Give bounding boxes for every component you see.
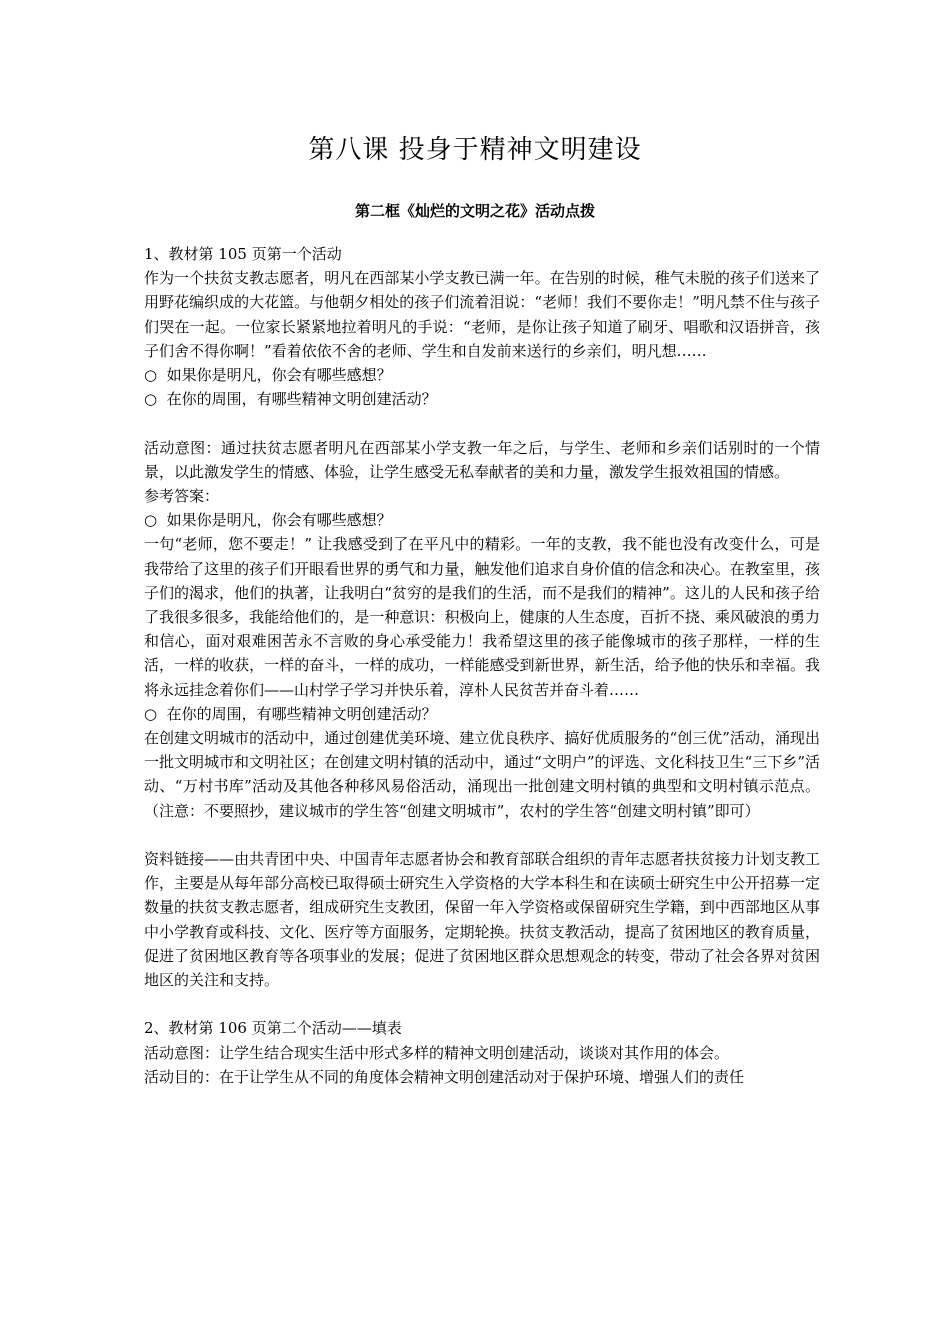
resource-link: 资料链接——由共青团中央、中国青年志愿者协会和教育部联合组织的青年志愿者扶贫接力计划支教工作，主要是从每年部分高校已取得硕士研究生入学资格的大学本科生和在读硕士研究生中公开招募一定数量的扶贫支教志愿者，组成研究生支教团，保留一年入学资格或保留研究生学籍，到中西部地区从事中小学教育或科技、文化、医疗等方面服务，定期轮换。扶贫支教活动，提高了贫困地区的教育质量，促进了贫困地区教育等各项事业的发展；促进了贫困地区群众思想观念的转变，带动了社会各界对贫困地区的关注和支持。 [144, 850, 820, 990]
paragraph-gap [144, 992, 820, 1016]
activity1-question-1: ○ 如果你是明凡，你会有哪些感想？ [144, 363, 820, 387]
activity2-goal: 活动目的：在于让学生从不同的角度体会精神文明创建活动对于保护环境、增强人们的责任 [144, 1067, 745, 1086]
activity1-heading: 1、教材第 105 页第一个活动 [144, 245, 342, 263]
activity1-question-2: ○ 在你的周围，有哪些精神文明创建活动？ [144, 387, 820, 411]
answer-question-1: ○ 如果你是明凡，你会有哪些感想？ [144, 508, 820, 532]
answer-label: 参考答案： [144, 487, 220, 506]
answer-1: 一句“老师，您不要走！” 让我感受到了在平凡中的精彩。一年的支教，我不能也没有改变什么，可是我带给了这里的孩子们开眼看世界的勇气和力量，触发他们追求自身价值的信念和决心。在教室里，孩子们的渴求，他们的执著，让我明白“贫穷的是我们的生活，而不是我们的精神”。这儿的人民和孩子给了我很多很多，我能给他们的，是一种意识：积极向上，健康的人生态度，百折不挠、乘风破浪的勇力和信心，面对艰难困苦永不言败的身心承受能力！我希望这里的孩子能像城市的孩子那样，一样的生活，一样的收获，一样的奋斗，一样的成功，一样能感受到新世界，新生活，给予他的快乐和幸福。我将永远挂念着你们——山村学子学习并快乐着，淳朴人民贫苦并奋斗着…… [144, 535, 820, 699]
document-title: 第八课 投身于精神文明建设 [308, 135, 642, 165]
answer-2: 在创建文明城市的活动中，通过创建优美环境、建立优良秩序、搞好优质服务的“创三优”活动，涌现出一批文明城市和文明社区；在创建文明村镇的活动中，通过“文明户”的评选、文化科技卫生“三下乡”活动、“万村书库”活动及其他各种移风易俗活动，涌现出一批创建文明村镇的典型和文明村镇示范点。（注意：不要照抄，建议城市的学生答“创建文明城市”，农村的学生答“创建文明村镇”即可） [144, 729, 820, 820]
answer-question-2: ○ 在你的周围，有哪些精神文明创建活动？ [144, 702, 820, 726]
paragraph-gap [144, 411, 820, 435]
activity1-scenario: 作为一个扶贫支教志愿者，明凡在西部某小学支教已满一年。在告别的时候，稚气未脱的孩子们送来了用野花编织成的大花篮。与他朝夕相处的孩子们流着泪说：“老师！我们不要你走！”明凡禁不住与孩子们哭在一起。一位家长紧紧地拉着明凡的手说：“老师，是你让孩子知道了刷牙、唱歌和汉语拼音，孩子们舍不得你啊！”看着依依不舍的老师、学生和自发前来送行的乡亲们，明凡想…… [144, 269, 820, 360]
activity2-heading: 2、教材第 106 页第二个活动——填表 [144, 1019, 402, 1038]
paragraph-gap [144, 823, 820, 847]
document-subtitle: 第二框《灿烂的文明之花》活动点拨 [354, 202, 595, 220]
activity2-intent: 活动意图：让学生结合现实生活中形式多样的精神文明创建活动，谈谈对其作用的体会。 [144, 1043, 730, 1062]
activity1-intent: 活动意图：通过扶贫志愿者明凡在西部某小学支教一年之后，与学生、老师和乡亲们话别时的一个情景，以此激发学生的情感、体验，让学生感受无私奉献者的美和力量，激发学生报效祖国的情感。 [144, 438, 820, 481]
document-body [144, 242, 820, 1089]
